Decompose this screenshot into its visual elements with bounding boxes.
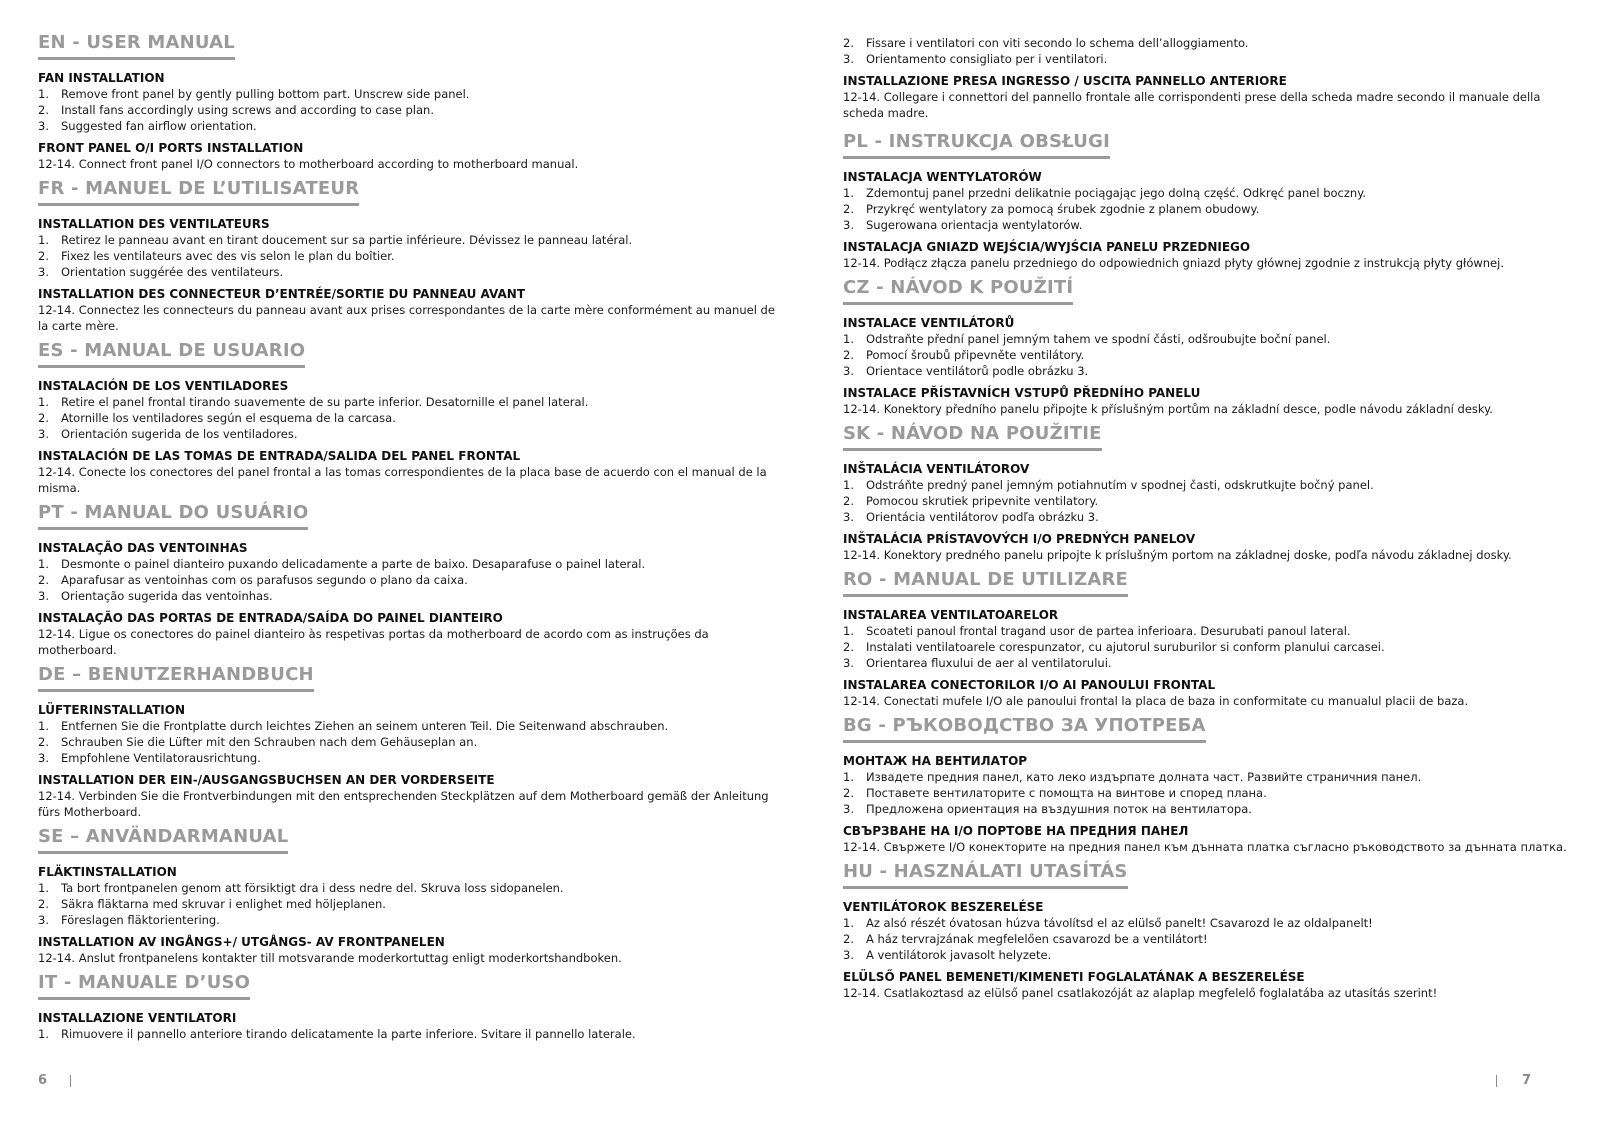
section-title: BG - РЪКОВОДСТВО ЗА УПОТРЕБА — [843, 715, 1206, 743]
list-item: 2. Поставете вентилаторите с помощта на винтове и според плана. — [843, 786, 1267, 800]
list-item: 2. Fixez les ventilateurs avec des vis selon le plan du boîtier. — [38, 249, 395, 263]
list-item: 1. Rimuovere il pannello anteriore tirando delicatamente la parte inferiore. Svitare il pannello laterale. — [38, 1027, 636, 1041]
section-subheading: INSTALACIÓN DE LOS VENTILADORES — [38, 379, 289, 393]
section-title: PT - MANUAL DO USUÁRIO — [38, 502, 308, 530]
manual-section — [843, 715, 1568, 855]
section-subheading: FRONT PANEL O/I PORTS INSTALLATION — [38, 141, 304, 155]
section-subheading: INSTALACJA GNIAZD WEJŚCIA/WYJŚCIA PANELU PRZEDNIEGO — [843, 240, 1251, 254]
page-number-left: 6 — [38, 1073, 48, 1088]
list-item: 2. A ház tervrajzának megfelelően csavarozd be a ventilátort! — [843, 932, 1208, 946]
section-subheading: INSTALAREA VENTILATOARELOR — [843, 608, 1059, 622]
section-title: CZ - NÁVOD K POUŽITÍ — [843, 277, 1073, 305]
section-title: FR - MANUEL DE L’UTILISATEUR — [38, 178, 359, 206]
list-item: 1. Remove front panel by gently pulling bottom part. Unscrew side panel. — [38, 87, 470, 101]
manual-section — [843, 861, 1568, 1001]
section-paragraph: 12-14. Conectati mufele I/O ale panoului frontal la placa de baza in conformitate cu manualul placii de baza. — [843, 694, 1469, 708]
page-separator-left — [70, 1075, 71, 1087]
list-item: 1. Entfernen Sie die Frontplatte durch leichtes Ziehen an seinem unteren Teil. Die Seitenwand abschrauben. — [38, 719, 669, 733]
manual-section — [843, 569, 1568, 709]
section-title: IT - MANUALE D’USO — [38, 972, 250, 1000]
section-subheading: INSTALAÇÃO DAS PORTAS DE ENTRADA/SAÍDA DO PAINEL DIANTEIRO — [38, 611, 503, 625]
section-subheading: FLÄKTINSTALLATION — [38, 865, 177, 879]
section-subheading: INSTALLATION DES VENTILATEURS — [38, 217, 270, 231]
right-column — [843, 35, 1568, 1001]
section-paragraph: 12-14. Свържете I/O конекторите на предния панел към дънната платка съгласно ръководството за дънната платка. — [843, 840, 1567, 854]
manual-section — [38, 178, 783, 334]
section-subheading: СВЪРЗВАНЕ НА I/O ПОРТОВЕ НА ПРЕДНИЯ ПАНЕЛ — [843, 824, 1189, 838]
list-item: 2. Pomocí šroubů připevněte ventilátory. — [843, 348, 1085, 362]
section-subheading: INSTALAREA CONECTORILOR I/O AI PANOULUI FRONTAL — [843, 678, 1216, 692]
section-paragraph: 12-14. Verbinden Sie die Frontverbindungen mit den entsprechenden Steckplätzen auf dem Motherboard gemäß der Anleitung fürs Motherboard. — [38, 789, 769, 819]
section-title: ES - MANUAL DE USUARIO — [38, 340, 305, 368]
list-item: 2. Atornille los ventiladores según el esquema de la carcasa. — [38, 411, 396, 425]
section-subheading: INSTALAÇÃO DAS VENTOINHAS — [38, 541, 248, 555]
list-item: 3. Sugerowana orientacja wentylatorów. — [843, 218, 1083, 232]
list-item: 3. Orientace ventilátorů podle obrázku 3. — [843, 364, 1089, 378]
section-title: SK - NÁVOD NA POUŽITIE — [843, 423, 1102, 451]
manual-section — [38, 340, 783, 496]
manual-section — [38, 664, 783, 820]
list-item: 3. Föreslagen fläktorientering. — [38, 913, 220, 927]
section-paragraph: 12-14. Podłącz złącza panelu przedniego do odpowiednich gniazd płyty głównej zgodnie z instrukcją płyty głównej. — [843, 256, 1504, 270]
list-item: 1. Az alsó részét óvatosan húzva távolítsd el az elülső panelt! Csavarozd le az oldalpanelt! — [843, 916, 1373, 930]
manual-section — [38, 32, 783, 172]
section-subheading: INSTALACIÓN DE LAS TOMAS DE ENTRADA/SALIDA DEL PANEL FRONTAL — [38, 449, 521, 463]
manual-section — [843, 131, 1568, 271]
manual-section — [843, 423, 1568, 563]
section-subheading: INSTALACJA WENTYLATORÓW — [843, 170, 1042, 184]
list-item: 2. Pomocou skrutiek pripevnite ventilatory. — [843, 494, 1099, 508]
section-subheading: INSTALLATION DER EIN-/AUSGANGSBUCHSEN AN DER VORDERSEITE — [38, 773, 495, 787]
section-subheading: VENTILÁTOROK BESZERELÉSE — [843, 900, 1044, 914]
list-item: 2. Säkra fläktarna med skruvar i enlighet med höljeplanen. — [38, 897, 386, 911]
section-paragraph: 12-14. Connectez les connecteurs du panneau avant aux prises correspondantes de la carte mère conformément au manuel de la carte mère. — [38, 303, 775, 333]
section-title: EN - USER MANUAL — [38, 32, 235, 60]
section-subheading: INSTALLATION DES CONNECTEUR D’ENTRÉE/SORTIE DU PANNEAU AVANT — [38, 287, 526, 301]
list-item: 3. Предложена ориентация на въздушния поток на вентилатора. — [843, 802, 1252, 816]
list-item: 2. Schrauben Sie die Lüfter mit den Schrauben nach dem Gehäuseplan an. — [38, 735, 478, 749]
list-item: 1. Odstraňte přední panel jemným tahem ve spodní části, odšroubujte boční panel. — [843, 332, 1331, 346]
list-item: 3. A ventilátorok javasolt helyzete. — [843, 948, 1052, 962]
it-continuation — [843, 35, 1568, 121]
section-subheading: INSTALLATION AV INGÅNGS+/ UTGÅNGS- AV FRONTPANELEN — [38, 935, 445, 949]
section-paragraph: 12-14. Connect front panel I/O connectors to motherboard according to motherboard manual. — [38, 157, 579, 171]
manual-section — [38, 502, 783, 658]
section-subheading: ELÜLSŐ PANEL BEMENETI/KIMENETI FOGLALATÁNAK A BESZERELÉSE — [843, 970, 1305, 984]
section-subheading: МОНТАЖ НА ВЕНТИЛАТОР — [843, 754, 1028, 768]
list-item: 1. Odstráňte predný panel jemným potiahnutím v spodnej časti, odskrutkujte bočný panel. — [843, 478, 1374, 492]
section-subheading: INSTALLAZIONE VENTILATORI — [38, 1011, 237, 1025]
section-paragraph: 12-14. Konektory predného panelu pripojte k príslušným portom na základnej doske, podľa návodu základnej dosky. — [843, 548, 1512, 562]
list-item: 3. Orientácia ventilátorov podľa obrázku 3. — [843, 510, 1099, 524]
list-item: 3. Orientamento consigliato per i ventilatori. — [843, 52, 1108, 66]
section-subheading: LÜFTERINSTALLATION — [38, 703, 186, 717]
manual-section — [38, 826, 783, 966]
left-column — [38, 32, 783, 1042]
section-subheading: INSTALACE PŘÍSTAVNÍCH VSTUPŮ PŘEDNÍHO PANELU — [843, 386, 1201, 400]
list-item: 3. Empfohlene Ventilatorausrichtung. — [38, 751, 261, 765]
list-item: 1. Desmonte o painel dianteiro puxando delicadamente a parte de baixo. Desaparafuse o painel lateral. — [38, 557, 646, 571]
list-item: 1. Retire el panel frontal tirando suavemente de su parte inferior. Desatornille el panel lateral. — [38, 395, 589, 409]
list-item: 1. Ta bort frontpanelen genom att försiktigt dra i dess nedre del. Skruva loss sidopanelen. — [38, 881, 564, 895]
list-item: 2. Fissare i ventilatori con viti secondo lo schema dell’alloggiamento. — [843, 36, 1249, 50]
page-separator-right — [1496, 1075, 1497, 1087]
section-paragraph: 12-14. Anslut frontpanelens kontakter till motsvarande moderkortuttag enligt moderkortshandboken. — [38, 951, 622, 965]
list-item: 3. Suggested fan airflow orientation. — [38, 119, 257, 133]
section-paragraph: 12-14. Ligue os conectores do painel dianteiro às respetivas portas da motherboard de acordo com as instruções da motherboard. — [38, 627, 709, 657]
manual-section — [38, 972, 783, 1042]
page-number-right: 7 — [1522, 1073, 1532, 1088]
list-item: 2. Przykręć wentylatory za pomocą śrubek zgodnie z planem obudowy. — [843, 202, 1260, 216]
section-title: SE – ANVÄNDARMANUAL — [38, 826, 288, 854]
list-item: 2. Instalati ventilatoarele corespunzator, cu ajutorul suruburilor si conform planului carcasei. — [843, 640, 1385, 654]
section-paragraph: 12-14. Csatlakoztasd az elülső panel csatlakozóját az alaplap megfelelő foglalatába az utasítás szerint! — [843, 986, 1438, 1000]
list-item: 3. Orientarea fluxului de aer al ventilatorului. — [843, 656, 1112, 670]
section-title: HU - HASZNÁLATI UTASÍTÁS — [843, 861, 1128, 889]
section-paragraph: 12-14. Konektory předního panelu připojte k příslušným portům na základní desce, podle návodu základní desky. — [843, 402, 1493, 416]
list-item: 1. Retirez le panneau avant en tirant doucement sur sa partie inférieure. Dévissez le panneau latéral. — [38, 233, 633, 247]
list-item: 3. Orientación sugerida de los ventiladores. — [38, 427, 298, 441]
section-title: PL - INSTRUKCJA OBSŁUGI — [843, 131, 1110, 159]
section-paragraph: 12-14. Conecte los conectores del panel frontal a las tomas correspondientes de la placa base de acuerdo con el manual de la misma. — [38, 465, 767, 495]
section-subheading: INSTALLAZIONE PRESA INGRESSO / USCITA PANNELLO ANTERIORE — [843, 74, 1287, 88]
manual-section — [843, 277, 1568, 417]
section-subheading: INŠTALÁCIA VENTILÁTOROV — [843, 462, 1030, 476]
list-item: 2. Aparafusar as ventoinhas com os parafusos segundo o plano da caixa. — [38, 573, 468, 587]
section-title: RO - MANUAL DE UTILIZARE — [843, 569, 1128, 597]
list-item: 2. Install fans accordingly using screws and according to case plan. — [38, 103, 434, 117]
section-paragraph: 12-14. Collegare i connettori del pannello frontale alle corrispondenti prese della scheda madre secondo il manuale della scheda madre. — [843, 90, 1541, 120]
list-item: 3. Orientation suggérée des ventilateurs. — [38, 265, 284, 279]
list-item: 3. Orientação sugerida das ventoinhas. — [38, 589, 273, 603]
list-item: 1. Извадете предния панел, като леко издърпате долната част. Развийте страничния панел. — [843, 770, 1422, 784]
section-subheading: INŠTALÁCIA PRÍSTAVOVÝCH I/O PREDNÝCH PANELOV — [843, 532, 1196, 546]
list-item: 1. Scoateti panoul frontal tragand usor de partea inferioara. Desurubati panoul lateral. — [843, 624, 1351, 638]
section-subheading: FAN INSTALLATION — [38, 71, 165, 85]
section-subheading: INSTALACE VENTILÁTORŮ — [843, 316, 1015, 330]
list-item: 1. Zdemontuj panel przedni delikatnie pociągając jego dolną część. Odkręć panel boczny. — [843, 186, 1367, 200]
section-title: DE – BENUTZERHANDBUCH — [38, 664, 314, 692]
